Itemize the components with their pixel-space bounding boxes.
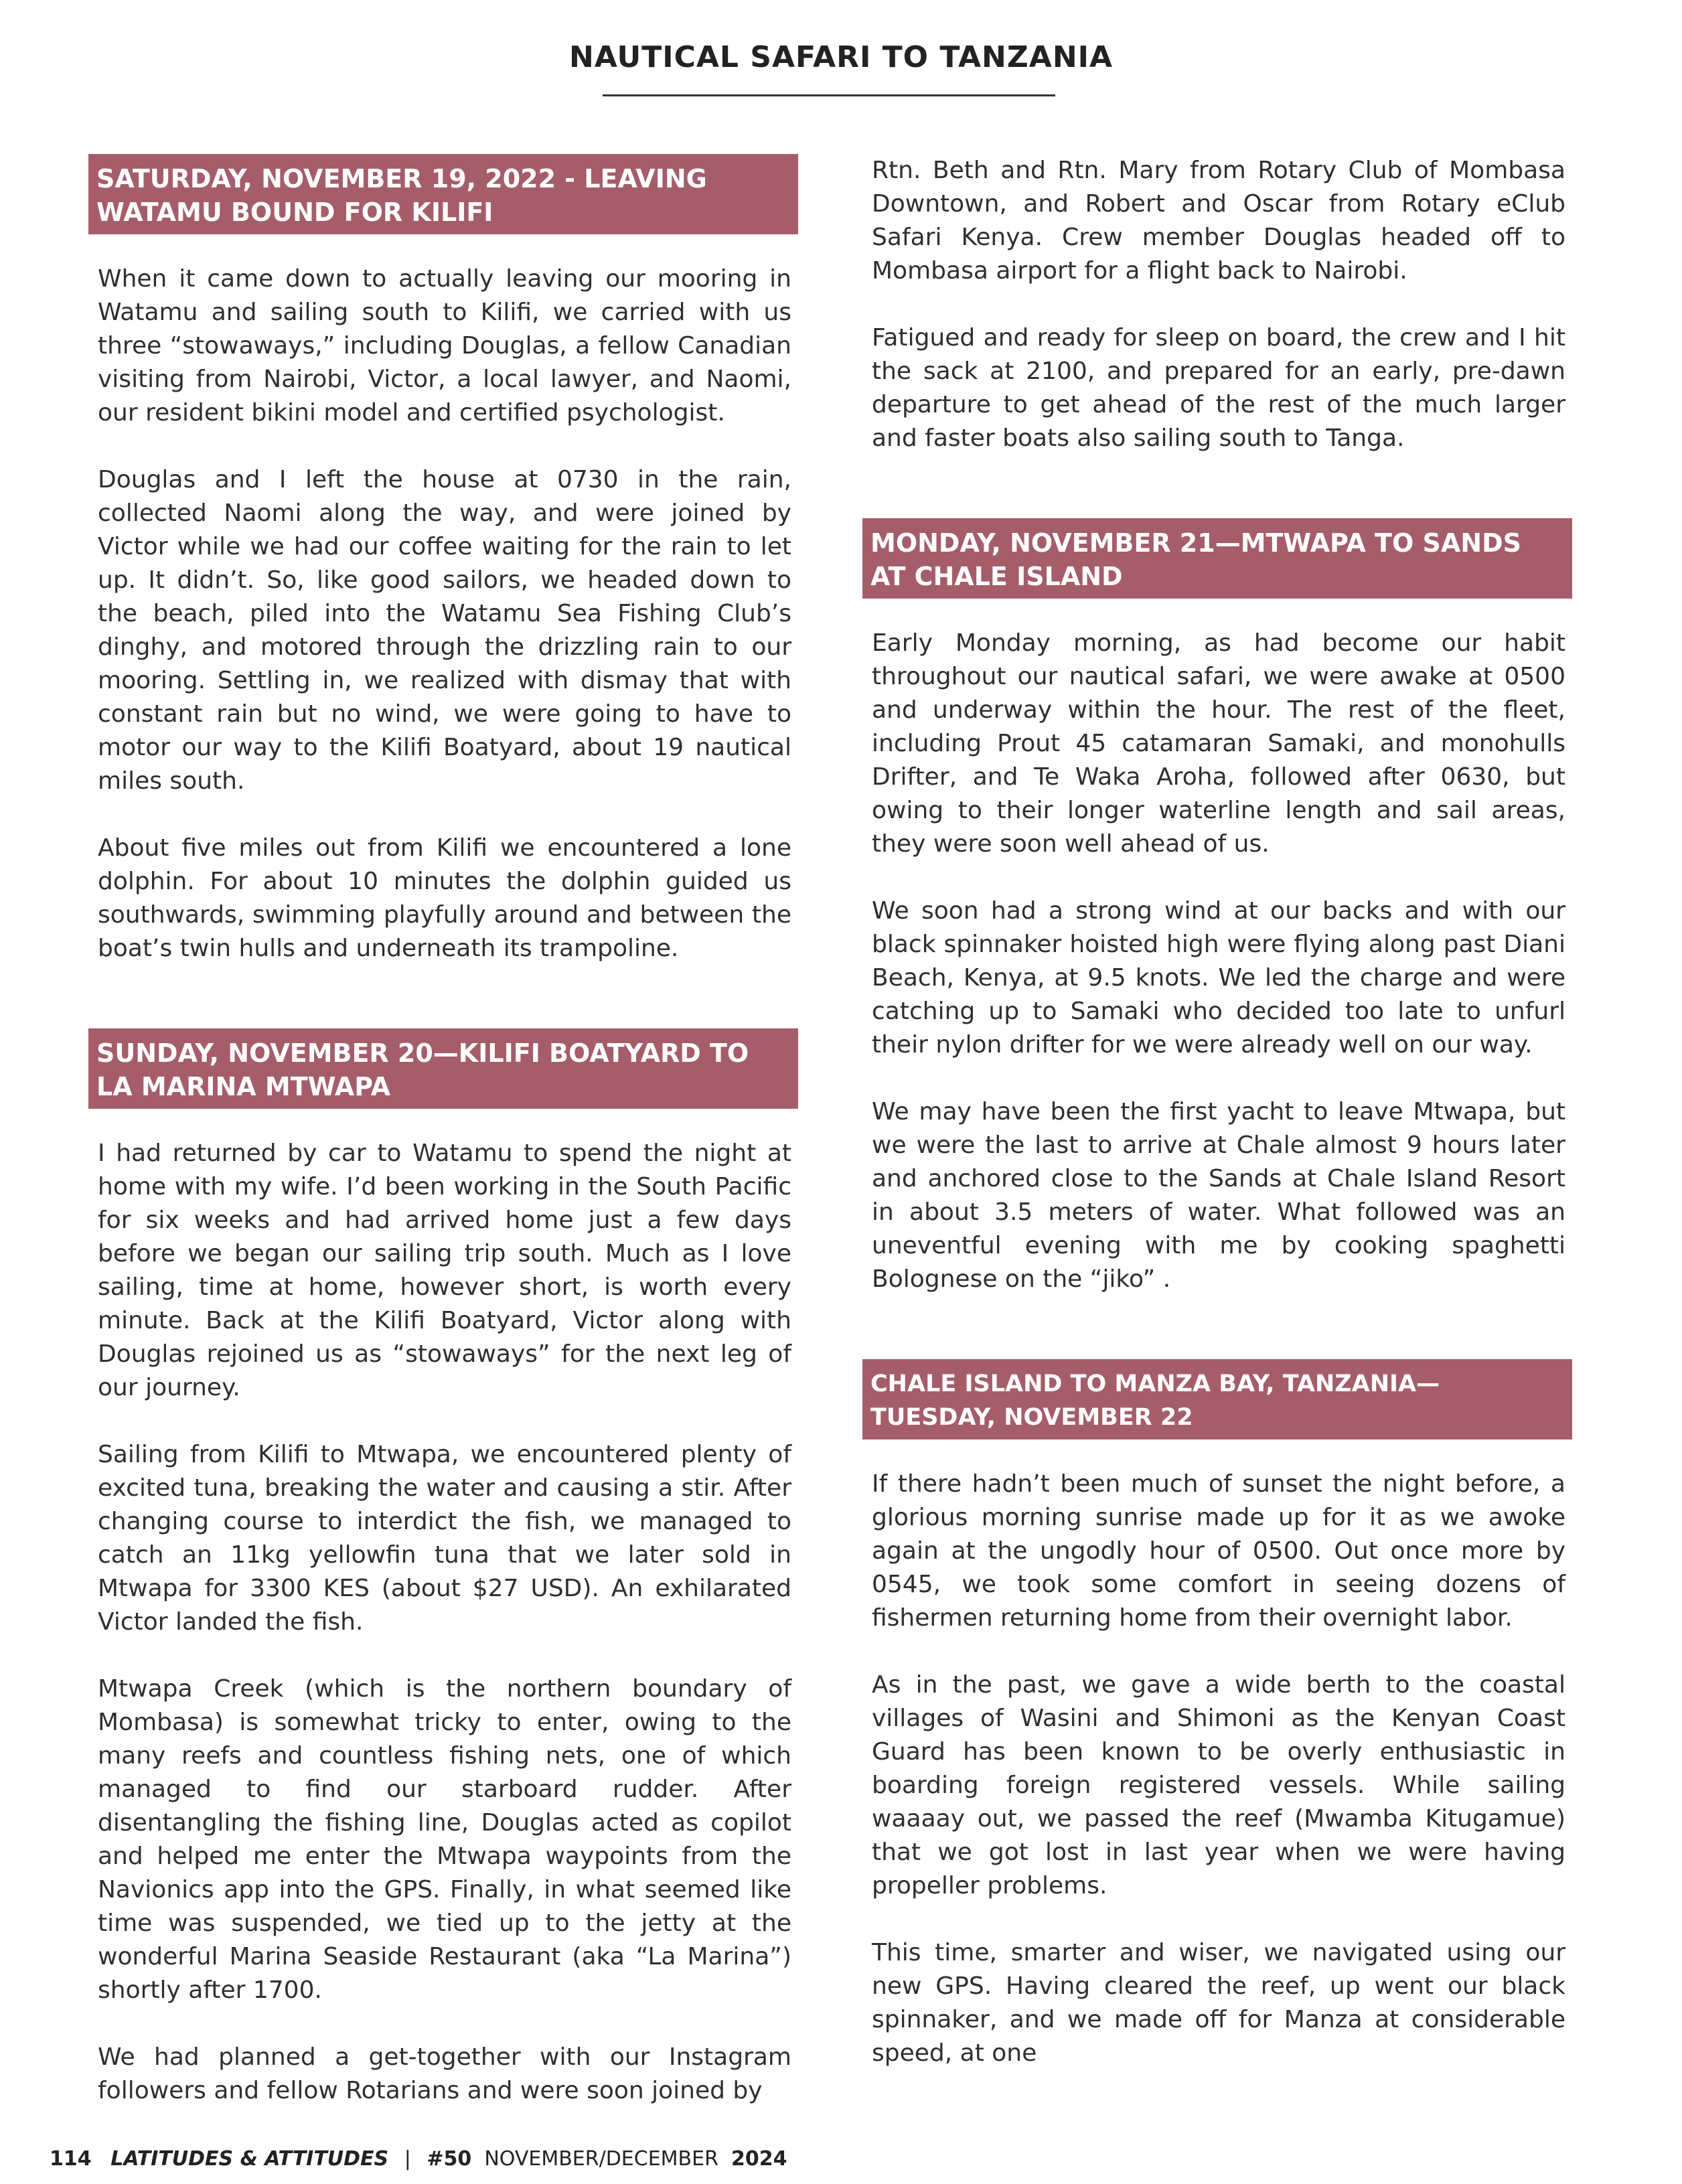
- issue-year: 2024: [731, 2147, 787, 2171]
- paragraph: About five miles out from Kilifi we encountered a lone dolphin. For about 10 minutes the dolphin guided us southwards, swimming playfully around and between the boat’s twin hulls and underneath its trampoline.: [98, 834, 791, 962]
- page-number: 114: [50, 2147, 92, 2171]
- section-heading-saturday: SATURDAY, NOVEMBER 19, 2022 - LEAVING WATAMU BOUND FOR KILIFI: [88, 154, 798, 234]
- section-heading-tuesday: CHALE ISLAND TO MANZA BAY, TANZANIA—TUESDAY, NOVEMBER 22: [862, 1359, 1572, 1439]
- paragraph: Early Monday morning, as had become our habit throughout our nautical safari, we were awake at 0500 and underway within the hour. The rest of the fleet, including Prout 45 catamaran Samaki, and monohulls Drifter, and Te Waka Aroha, followed after 0630, but owing to their longer waterline length and sail areas, they were soon well ahead of us.: [872, 629, 1565, 858]
- running-head-rule: [603, 94, 1055, 96]
- paragraph: We had planned a get-together with our Instagram followers and fellow Rotarians and were soon joined by: [98, 2043, 791, 2104]
- page-footer: [50, 2147, 787, 2171]
- paragraph: Rtn. Beth and Rtn. Mary from Rotary Club of Mombasa Downtown, and Robert and Oscar from Rotary eClub Safari Kenya. Crew member Douglas headed off to Mombasa airport for a flight back to Nairobi.: [872, 157, 1565, 285]
- paragraph: We may have been the first yacht to leave Mtwapa, but we were the last to arrive at Chale almost 9 hours later and anchored close to the Sands at Chale Island Resort in about 3.5 meters of water. What followed was an uneventful evening with me by cooking spaghetti Bolognese on the “jiko” .: [872, 1098, 1565, 1293]
- section-heading-monday: MONDAY, NOVEMBER 21—MTWAPA TO SANDS AT CHALE ISLAND: [862, 518, 1572, 599]
- issue-number: #50: [427, 2147, 472, 2171]
- right-column: [862, 154, 1572, 2104]
- paragraph: Mtwapa Creek (which is the northern boundary of Mombasa) is somewhat tricky to enter, owing to the many reefs and countless fishing nets, one of which managed to find our starboard rudder. After disentangling the fishing line, Douglas acted as copilot and helped me enter the Mtwapa waypoints from the Navionics app into the GPS. Finally, in what seemed like time was suspended, we tied up to the jetty at the wonderful Marina Seaside Restaurant (aka “La Marina”) shortly after 1700.: [98, 1675, 791, 2004]
- paragraph: As in the past, we gave a wide berth to the coastal villages of Wasini and Shimoni as the Kenyan Coast Guard has been known to be overly enthusiastic in boarding foreign registered vessels. While sailing waaaay out, we passed the reef (Mwamba Kitugamue) that we got lost in last year when we were having propeller problems.: [872, 1671, 1565, 1899]
- running-head-title: NAUTICAL SAFARI TO TANZANIA: [568, 40, 1114, 74]
- section-heading-sunday: SUNDAY, NOVEMBER 20—KILIFI BOATYARD TO LA MARINA MTWAPA: [88, 1028, 798, 1109]
- paragraph: We soon had a strong wind at our backs and with our black spinnaker hoisted high were flying along past Diani Beach, Kenya, at 9.5 knots. We led the charge and were catching up to Samaki who decided too late to unfurl their nylon drifter for we were already well on our way.: [872, 897, 1565, 1059]
- paragraph: I had returned by car to Watamu to spend the night at home with my wife. I’d been working in the South Pacific for six weeks and had arrived home just a few days before we began our sailing trip south. Much as I love sailing, time at home, however short, is worth every minute. Back at the Kilifi Boatyard, Victor along with Douglas rejoined us as “stowaways” for the next leg of our journey.: [98, 1140, 791, 1401]
- paragraph: Douglas and I left the house at 0730 in the rain, collected Naomi along the way, and were joined by Victor while we had our coffee waiting for the rain to let up. It didn’t. So, like good sailors, we headed down to the beach, piled into the Watamu Sea Fishing Club’s dinghy, and motored through the drizzling rain to our mooring. Settling in, we realized with dismay that with constant rain but no wind, we were going to have to motor our way to the Kilifi Boatyard, about 19 nautical miles south.: [98, 466, 791, 795]
- left-column: [88, 154, 798, 2141]
- paragraph: When it came down to actually leaving our mooring in Watamu and sailing south to Kilifi, we carried with us three “stowaways,” including Douglas, a fellow Canadian visiting from Nairobi, Victor, a local lawyer, and Naomi, our resident bikini model and certified psychologist.: [98, 265, 791, 426]
- paragraph: If there hadn’t been much of sunset the night before, a glorious morning sunrise made up for it as we awoke again at the ungodly hour of 0500. Out once more by 0545, we took some comfort in seeing dozens of fishermen returning home from their overnight labor.: [872, 1470, 1565, 1632]
- paragraph: This time, smarter and wiser, we navigated using our new GPS. Having cleared the reef, up went our black spinnaker, and we made off for Manza at considerable speed, at one: [872, 1939, 1565, 2067]
- issue-months: NOVEMBER/DECEMBER: [484, 2147, 718, 2171]
- footer-separator: |: [404, 2147, 411, 2171]
- paragraph: Sailing from Kilifi to Mtwapa, we encountered plenty of excited tuna, breaking the water and causing a stir. After changing course to interdict the fish, we managed to catch an 11kg yellowfin tuna that we later sold in Mtwapa for 3300 KES (about $27 USD). An exhilarated Victor landed the fish.: [98, 1441, 791, 1636]
- magazine-title: LATITUDES & ATTITUDES: [110, 2147, 389, 2171]
- paragraph: Fatigued and ready for sleep on board, the crew and I hit the sack at 2100, and prepared for an early, pre-dawn departure to get ahead of the rest of the much larger and faster boats also sailing south to Tanga.: [872, 324, 1565, 452]
